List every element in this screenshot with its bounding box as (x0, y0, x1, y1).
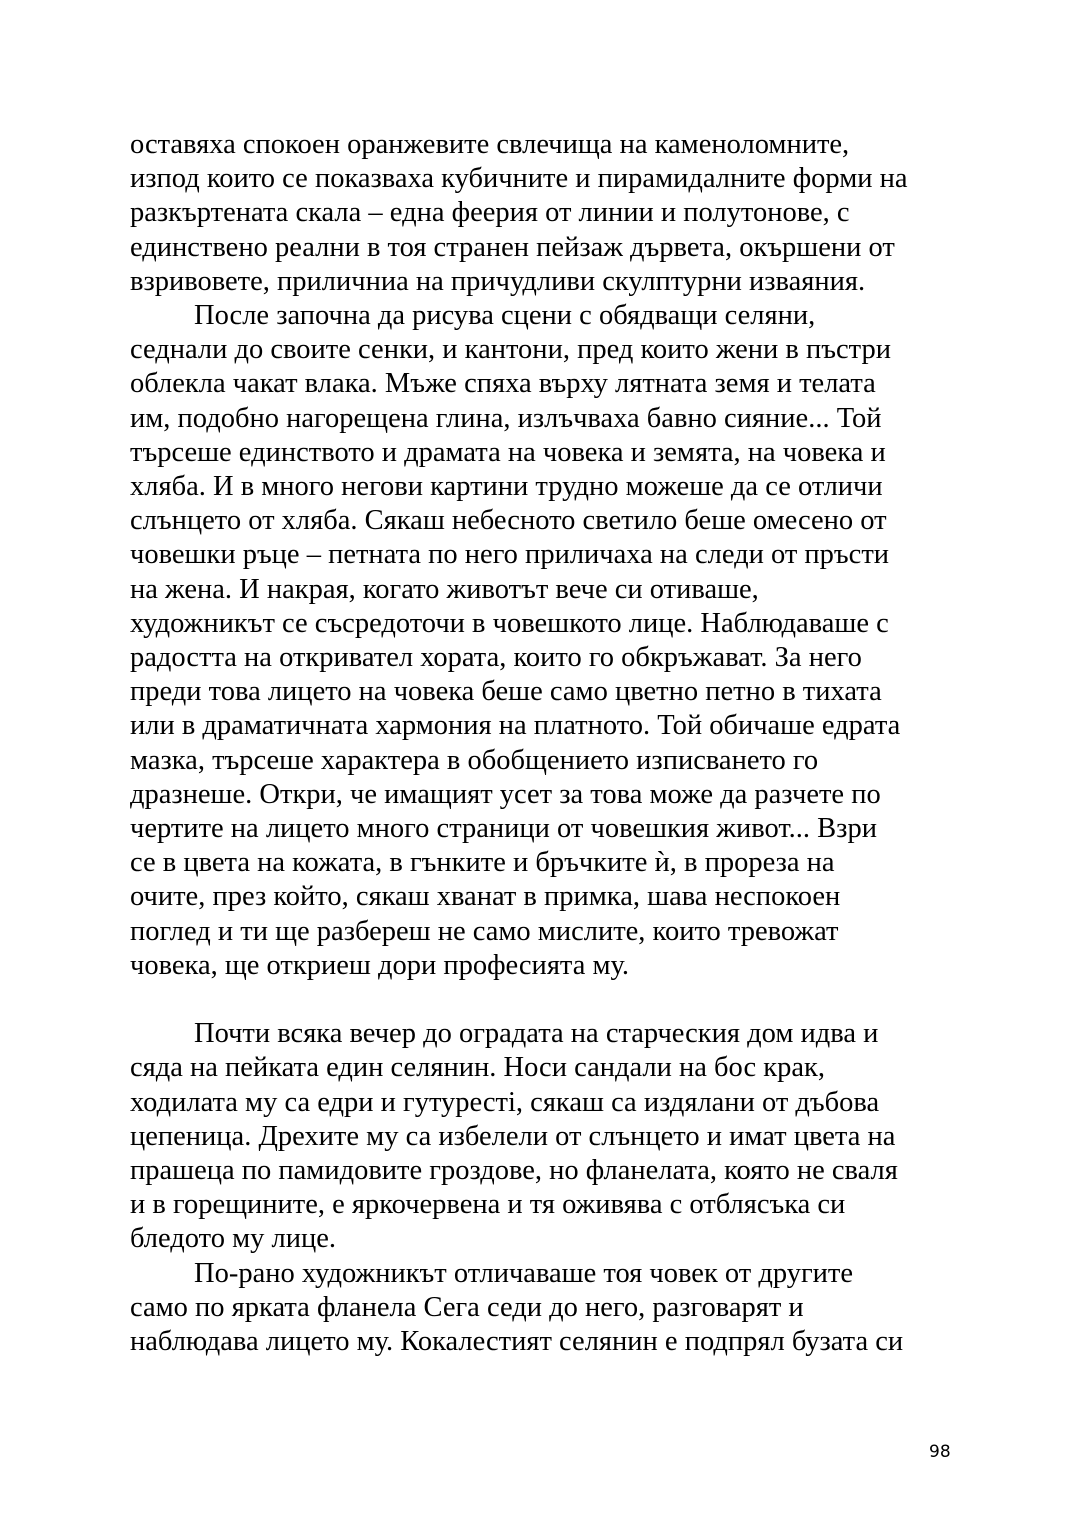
text-line: на жена. И накрая, когато животът вече си отиваше, (130, 573, 759, 605)
text-line: и в горещините, е яркочервена и тя оживява с отблясъка си (130, 1189, 846, 1221)
text-line: или в драматичната хармония на платното. Той обичаше едрата (130, 710, 901, 742)
text-line: прашеца по памидовите гроздове, но фланелата, която не сваля (130, 1155, 898, 1187)
text-line: седнали до своите сенки, и кантони, пред които жени в пъстри (130, 334, 891, 366)
text-line: разкъртената скала – една феерия от линии и полутонове, с (130, 197, 850, 229)
paragraph-2 (130, 299, 960, 983)
text-line: бледото му лице. (130, 1223, 337, 1255)
text-line: човека, ще откриеш дори професията му. (130, 949, 630, 981)
text-line: човешки ръце – петната по него приличаха на следи от пръсти (130, 539, 890, 571)
text-line: чертите на лицето много страници от човешкия живот... Взри (130, 813, 877, 845)
text-line: По-рано художникът отличаваше тоя човек от другите (194, 1257, 854, 1289)
page-number: 98 (929, 1442, 951, 1462)
text-line: единствено реални в тоя странен пейзаж дървета, окършени от (130, 231, 895, 263)
text-line: Почти всяка вечер до оградата на старческия дом идва и (194, 1018, 879, 1050)
text-line: взривовете, приличниa на причудливи скулптурни изваяния. (130, 265, 866, 297)
text-line: мазка, търсеше характера в обобщението изписването го (130, 744, 819, 776)
text-line: дразнеше. Откри, че имащият усет за това може да разчете по (130, 778, 881, 810)
text-line: търсеше единството и драмата на човека и земята, на човека и (130, 436, 886, 468)
page-body (130, 128, 960, 1359)
text-line: поглед и ти ще разбереш не само мислите, които тревожат (130, 915, 839, 947)
text-line: изпод които се показваха кубичните и пирамидалните форми на (130, 163, 908, 195)
text-line: сяда на пейката един селянин. Носи сандали на бос крак, (130, 1052, 825, 1084)
text-line: им, подобно нагорещена глина, излъчваха бавно сияние... Той (130, 402, 882, 434)
text-line: слънцето от хляба. Сякаш небесното светило беше омесено от (130, 505, 887, 537)
paragraph-gap (130, 983, 960, 1017)
text-line: радостта на откривател хората, които го обкръжават. За него (130, 642, 862, 674)
text-line: хляба. И в много негови картини трудно можеше да се отличи (130, 471, 883, 503)
text-line: очите, през който, сякаш хванат в примка, шава неспокоен (130, 881, 841, 913)
text-line: преди това лицето на човека беше само цветно петно в тихата (130, 676, 882, 708)
text-line: художникът се съсредоточи в човешкото лице. Наблюдаваше с (130, 607, 889, 639)
paragraph-3 (130, 1017, 960, 1256)
text-line: се в цвета на кожата, в гънките и бръчките ѝ, в прореза на (130, 847, 835, 879)
text-line: само по ярката фланела Сега седи до него, разговарят и (130, 1291, 804, 1323)
text-line: После започна да рисува сцени с обядващи селяни, (194, 300, 816, 332)
text-line: ходилата му са едри и гутуресті, сякаш са издялани от дъбова (130, 1086, 880, 1118)
text-line: оставяха спокоен оранжевите свлечища на каменоломните, (130, 129, 850, 160)
paragraph-4 (130, 1257, 960, 1360)
paragraph-1 (130, 128, 960, 299)
text-line: облекла чакат влака. Мъже спяха върху лятната земя и телата (130, 368, 876, 400)
text-line: наблюдава лицето му. Кокалестият селянин е подпрял бузата си (130, 1326, 904, 1358)
text-line: цепеница. Дрехите му са избелели от слънцето и имат цвета на (130, 1120, 896, 1152)
